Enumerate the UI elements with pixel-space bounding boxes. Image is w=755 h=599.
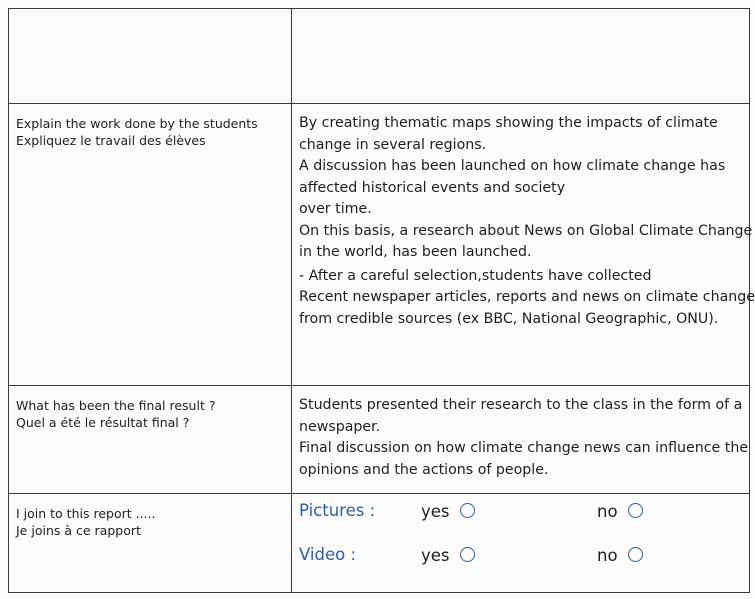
video-label: Video :: [299, 545, 357, 564]
pictures-option-row: [292, 494, 749, 538]
empty-right-cell: [292, 9, 750, 104]
empty-left-cell: [9, 9, 292, 104]
final-result-row: [9, 386, 750, 494]
answer-line: affected historical events and society: [299, 179, 566, 196]
yes-label: yes: [421, 502, 450, 521]
question-en: What has been the final result ?: [16, 398, 216, 413]
radio-circle-icon[interactable]: [460, 503, 475, 518]
question-fr: Je joins à ce rapport: [16, 523, 141, 538]
answer-line: from credible sources (ex BBC, National Geographic, ONU).: [299, 310, 719, 327]
final-result-answer: [292, 386, 750, 494]
answer-line: On this basis, a research about News on Global Climate Change: [299, 222, 753, 239]
work-done-answer: [292, 104, 755, 386]
answer-line: in the world, has been launched.: [299, 244, 532, 260]
answer-line: A discussion has been launched on how climate change has: [299, 158, 726, 174]
radio-circle-icon[interactable]: [460, 547, 475, 562]
answer-line: over time.: [299, 201, 372, 217]
pictures-label: Pictures :: [299, 501, 376, 520]
work-done-row: [9, 104, 750, 386]
video-option-row: [292, 538, 749, 582]
answer-line: newspaper.: [299, 418, 381, 435]
final-result-question: [9, 386, 292, 494]
answer-line: opinions and the actions of people.: [299, 461, 549, 478]
radio-circle-icon[interactable]: [628, 503, 643, 518]
radio-circle-icon[interactable]: [628, 547, 643, 562]
question-en: Explain the work done by the students: [16, 116, 258, 131]
no-label: no: [597, 546, 618, 565]
answer-line: Final discussion on how climate change news can influence the: [299, 440, 749, 456]
question-en: I join to this report .....: [16, 506, 156, 521]
answer-line: By creating thematic maps showing the impacts of climate: [299, 115, 718, 131]
answer-line: Recent newspaper articles, reports and news on climate change: [299, 289, 755, 305]
answer-line: change in several regions.: [299, 136, 487, 153]
pictures-no-option[interactable]: [597, 502, 643, 521]
question-fr: Expliquez le travail des élèves: [16, 133, 206, 148]
attachments-options: [292, 494, 750, 593]
pictures-yes-option[interactable]: [421, 502, 475, 521]
no-label: no: [597, 502, 618, 521]
empty-row: [9, 9, 750, 104]
answer-line: Students presented their research to the class in the form of a: [299, 397, 743, 413]
report-table: [8, 8, 755, 593]
question-fr: Quel a été le résultat final ?: [16, 415, 190, 430]
attachments-row: [9, 494, 750, 593]
work-done-question: [9, 104, 292, 386]
video-yes-option[interactable]: [421, 546, 475, 565]
attachments-question: [9, 494, 292, 593]
video-no-option[interactable]: [597, 546, 643, 565]
answer-line: - After a careful selection,students have collected: [299, 267, 652, 284]
yes-label: yes: [421, 546, 450, 565]
